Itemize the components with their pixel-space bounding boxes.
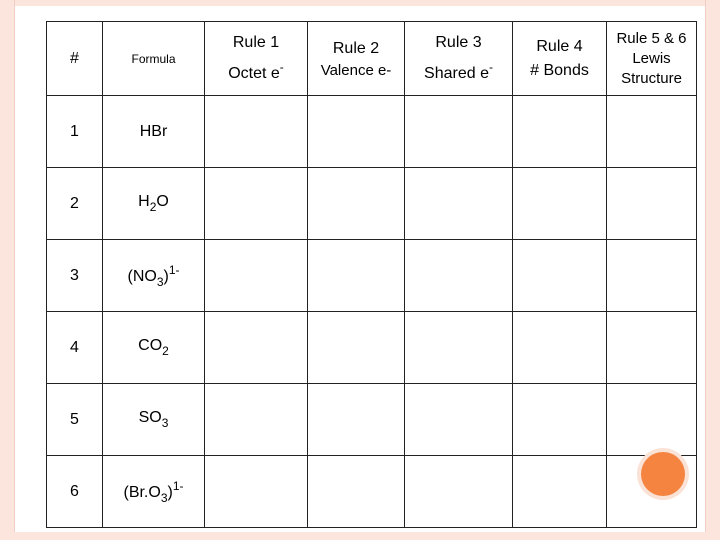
rule4-cell[interactable] xyxy=(513,456,607,528)
rule2-cell[interactable] xyxy=(308,240,405,312)
header-rule2 xyxy=(308,22,405,96)
row-number: 6 xyxy=(47,456,103,528)
rule3-cell[interactable] xyxy=(405,456,513,528)
rule56-cell[interactable] xyxy=(607,312,697,384)
rule3-cell[interactable] xyxy=(405,168,513,240)
table-row xyxy=(47,456,697,528)
table-row xyxy=(47,384,697,456)
frame-bottom-border xyxy=(0,532,720,540)
rule2-cell[interactable] xyxy=(308,96,405,168)
frame-left-border xyxy=(0,0,15,540)
header-number: # xyxy=(47,22,103,96)
rule2-cell[interactable] xyxy=(308,168,405,240)
row-number: 5 xyxy=(47,384,103,456)
rule2-cell[interactable] xyxy=(308,456,405,528)
rule2-cell[interactable] xyxy=(308,312,405,384)
rule2-subtitle: Valence e- xyxy=(320,61,392,79)
rule1-cell[interactable] xyxy=(205,240,308,312)
formula-cell: $SO_3$ xyxy=(103,384,205,456)
header-rule56 xyxy=(607,22,697,96)
formula-cell: $(Br.O_3)^{1-}$ xyxy=(103,456,205,528)
table-row xyxy=(47,168,697,240)
rule3-cell[interactable] xyxy=(405,96,513,168)
frame-right-border xyxy=(705,0,720,540)
lewis-structure-worksheet-table xyxy=(46,21,697,528)
header-rule1 xyxy=(205,22,308,96)
formula-cell: HBr xyxy=(103,96,205,168)
rule3-cell[interactable] xyxy=(405,312,513,384)
decorative-orange-circle xyxy=(641,452,685,496)
header-formula: Formula xyxy=(103,22,205,96)
table-row xyxy=(47,240,697,312)
row-number: 4 xyxy=(47,312,103,384)
rule4-cell[interactable] xyxy=(513,168,607,240)
table-row xyxy=(47,96,697,168)
rule4-title: Rule 4 xyxy=(536,37,583,55)
rule1-cell[interactable] xyxy=(205,384,308,456)
frame-top-border xyxy=(0,0,720,6)
rule56-cell[interactable] xyxy=(607,384,697,456)
table-row xyxy=(47,312,697,384)
row-number: 1 xyxy=(47,96,103,168)
rule56-cell[interactable] xyxy=(607,240,697,312)
row-number: 3 xyxy=(47,240,103,312)
header-row xyxy=(47,22,697,96)
rule3-cell[interactable] xyxy=(405,384,513,456)
rule56-line2: Lewis xyxy=(632,49,671,67)
header-rule4 xyxy=(513,22,607,96)
rule4-cell[interactable] xyxy=(513,312,607,384)
rule4-cell[interactable] xyxy=(513,384,607,456)
formula-cell: $CO_2$ xyxy=(103,312,205,384)
rule2-cell[interactable] xyxy=(308,384,405,456)
header-rule3 xyxy=(405,22,513,96)
rule56-cell[interactable] xyxy=(607,168,697,240)
rule4-cell[interactable] xyxy=(513,96,607,168)
rule1-cell[interactable] xyxy=(205,96,308,168)
rule3-subtitle: Shared e- xyxy=(424,60,493,82)
rule1-title: Rule 1 xyxy=(232,34,280,51)
formula-cell: $(NO_3)^{1-}$ xyxy=(103,240,205,312)
rule4-cell[interactable] xyxy=(513,240,607,312)
rule3-cell[interactable] xyxy=(405,240,513,312)
rule56-title: Rule 5 & 6 xyxy=(616,29,687,47)
rule1-cell[interactable] xyxy=(205,168,308,240)
rule2-title: Rule 2 xyxy=(332,39,380,57)
row-number: 2 xyxy=(47,168,103,240)
rule56-line3: Structure xyxy=(621,69,682,87)
rule1-cell[interactable] xyxy=(205,312,308,384)
rule3-title: Rule 3 xyxy=(435,34,482,51)
rule1-subtitle: Octet e- xyxy=(228,60,284,82)
rule1-cell[interactable] xyxy=(205,456,308,528)
rule56-cell[interactable] xyxy=(607,96,697,168)
rule4-subtitle: # Bonds xyxy=(530,61,589,79)
formula-cell: $H_2O$ xyxy=(103,168,205,240)
